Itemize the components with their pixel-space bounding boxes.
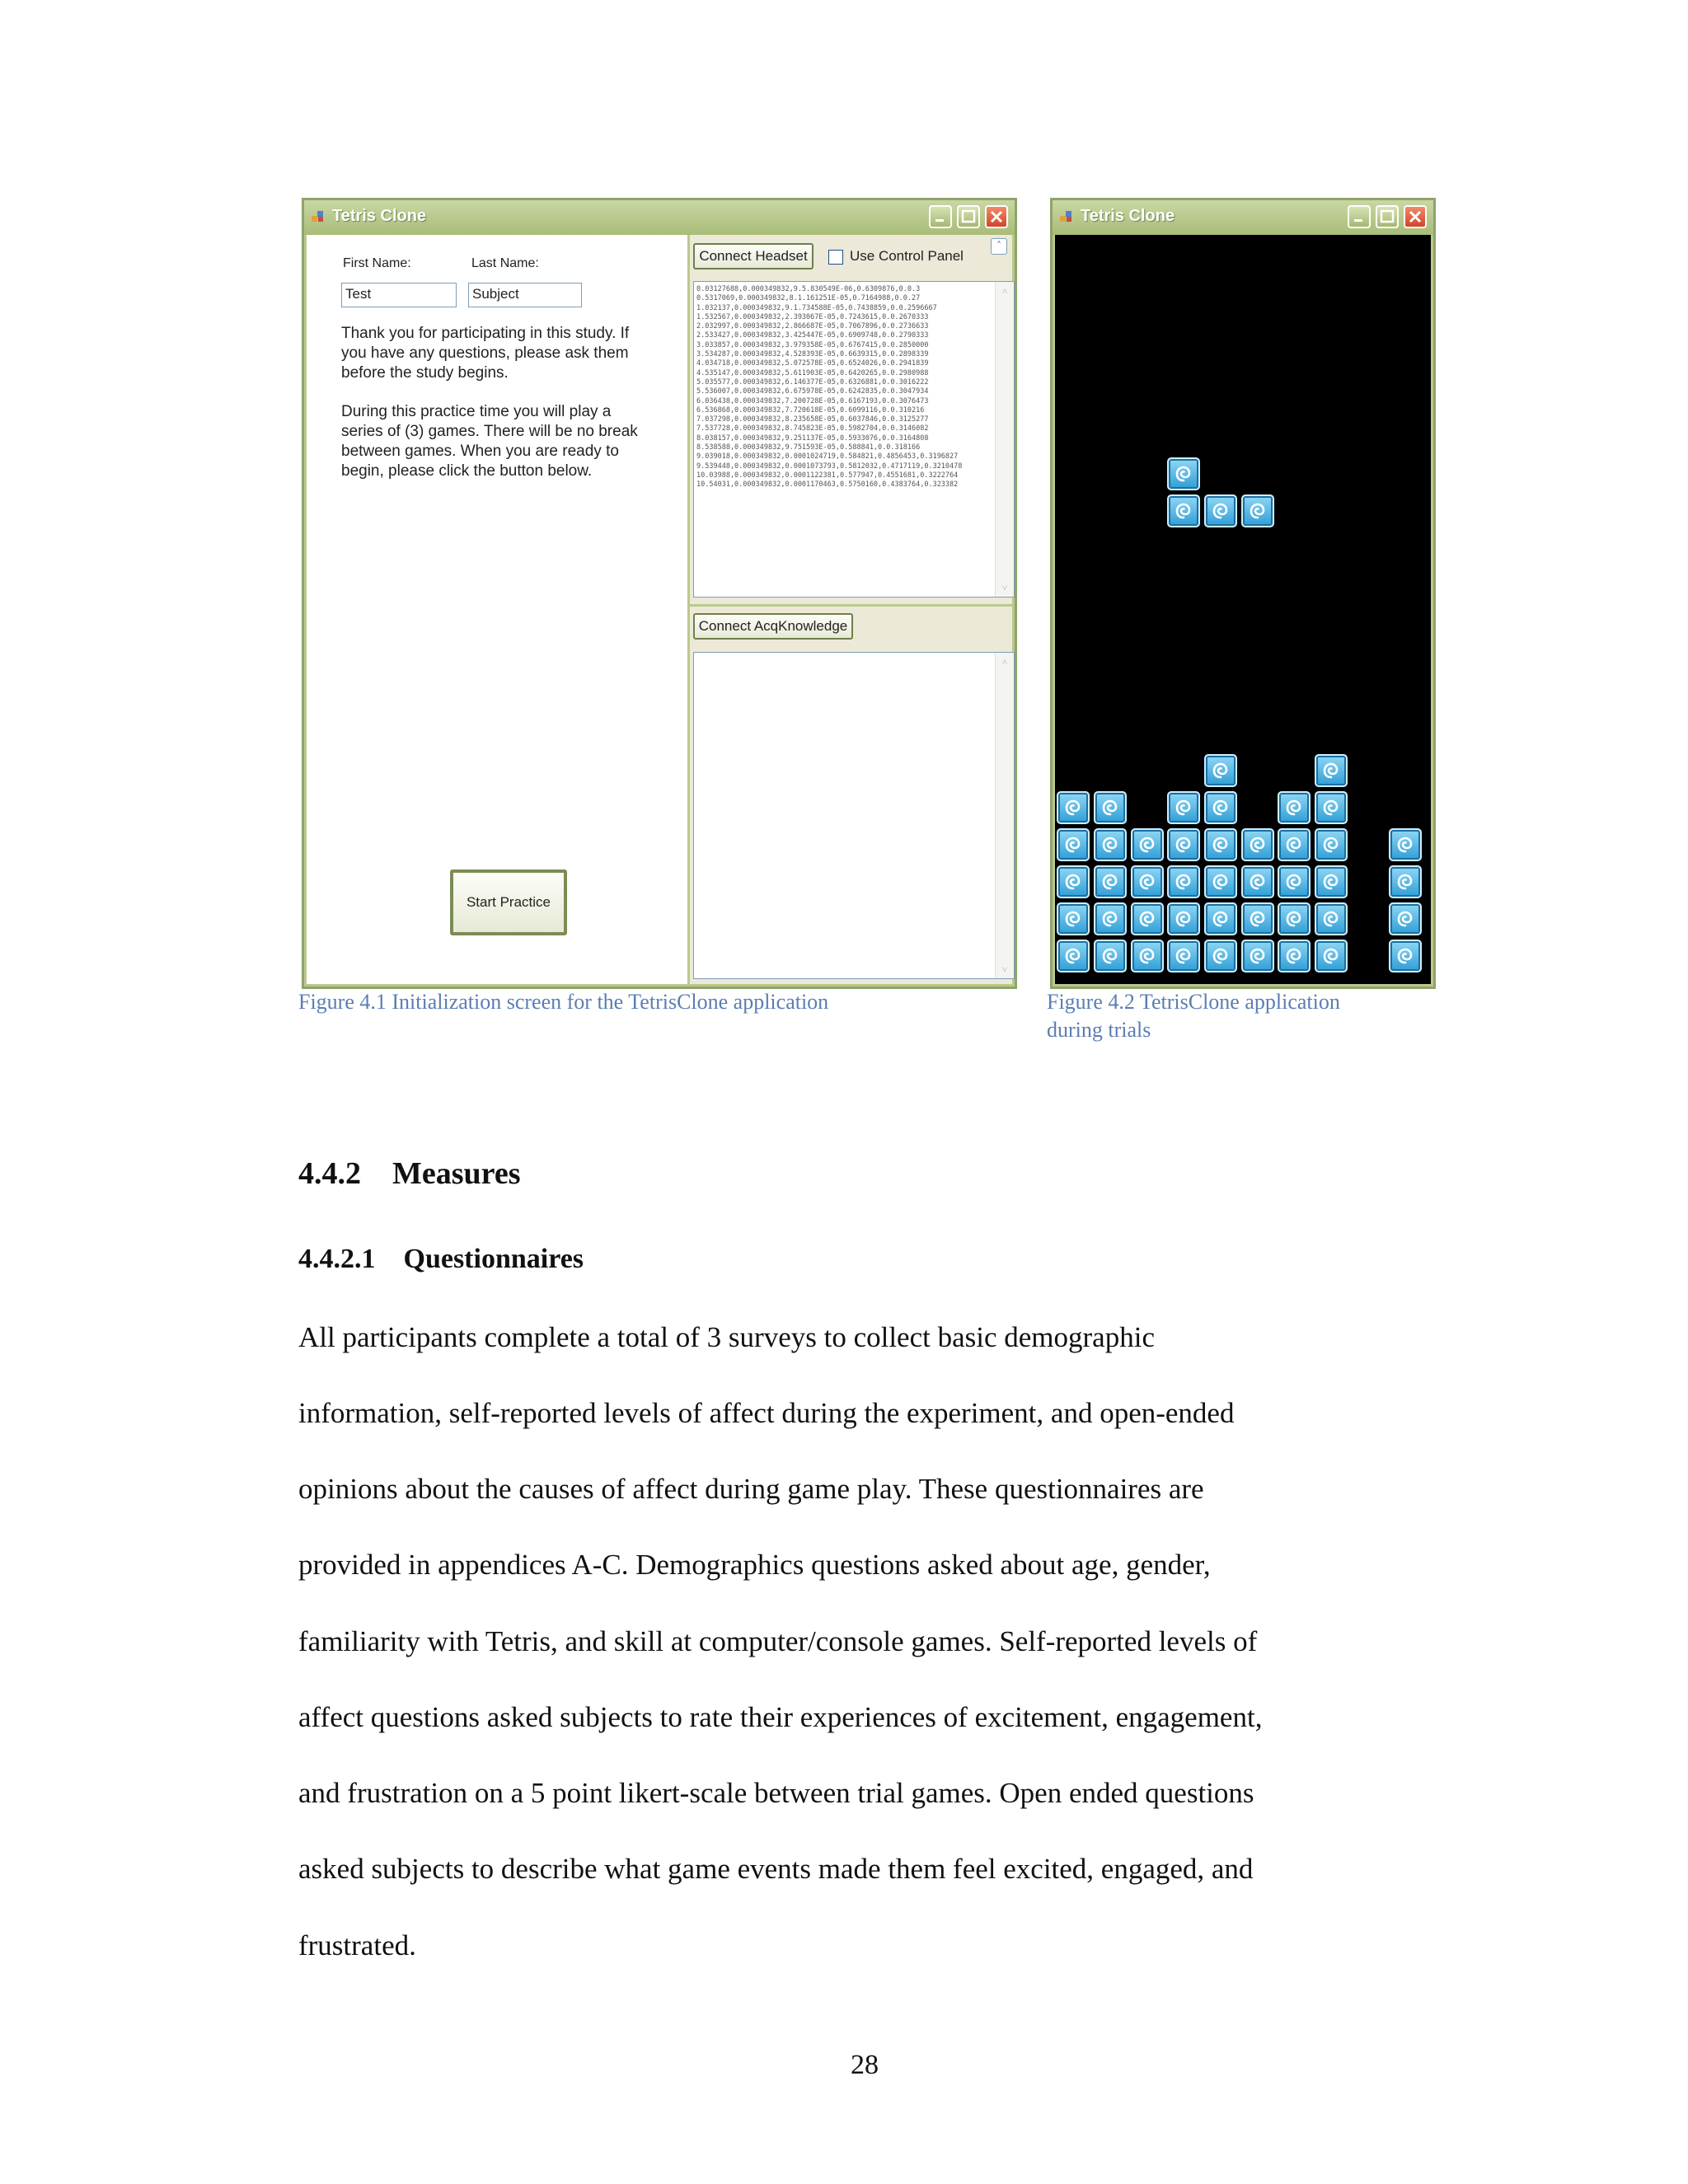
swirl-glyph	[1100, 797, 1121, 818]
intro-line: Thank you for participating in this study. If	[341, 325, 630, 342]
intro-line: before the study begins.	[341, 364, 509, 382]
last-name-label: Last Name:	[471, 256, 539, 270]
minimize-icon	[931, 207, 950, 227]
intro-paragraph	[341, 324, 671, 383]
log-line: 4.535147,0.000349832,5.611903E-05,0.6420265,0.0.2980988	[696, 368, 929, 377]
figure-4-2-caption	[1047, 988, 1340, 1044]
figure-4-1-caption: Figure 4.1 Initialization screen for the TetrisClone application	[298, 990, 829, 1014]
log-line: 10.03988,0.000349832,0.0001122381,0.577947,0.4551681,0.3222764	[696, 471, 959, 480]
swirl-icon	[1094, 828, 1127, 861]
body-line: All participants complete a total of 3 surveys to collect basic demographic	[298, 1321, 1155, 1353]
swirl-glyph	[1247, 945, 1268, 967]
swirl-icon	[1204, 791, 1237, 824]
swirl-icon	[1204, 865, 1237, 898]
title-bar	[304, 200, 1015, 235]
maximize-button[interactable]	[1376, 205, 1399, 228]
swirl-icon	[1241, 865, 1274, 898]
swirl-icon	[1167, 940, 1200, 972]
body-line: opinions about the causes of affect during game play. These questionnaires are	[298, 1473, 1204, 1505]
swirl-icon	[1204, 902, 1237, 935]
swirl-icon	[1204, 494, 1237, 527]
caption-line: during trials	[1047, 1018, 1151, 1042]
subsection-heading: 4.4.2.1 Questionnaires	[298, 1244, 584, 1274]
swirl-glyph	[1173, 871, 1194, 893]
swirl-glyph	[1137, 871, 1158, 893]
swirl-icon	[1167, 865, 1200, 898]
log-line: 9.039018,0.000349832,0.0001024719,0.584821,0.4856453,0.3196827	[696, 452, 959, 462]
swirl-icon	[1389, 902, 1422, 935]
swirl-glyph	[1210, 834, 1231, 855]
swirl-glyph	[1100, 834, 1121, 855]
log-line: 10.54031,0.000349832,0.0001170463,0.5750160,0.4383764,0.323382	[696, 480, 959, 490]
log-line: 2.533427,0.000349832,3.425447E-05,0.6909748,0.0.2790333	[696, 331, 929, 340]
log-line: 5.536007,0.000349832,6.675978E-05,0.6242835,0.0.3047934	[696, 387, 929, 396]
swirl-icon	[1389, 940, 1422, 972]
scroll-up-icon[interactable]: ˄	[1001, 656, 1008, 668]
swirl-glyph	[1283, 797, 1305, 818]
swirl-icon	[1204, 940, 1237, 972]
swirl-icon	[1131, 865, 1164, 898]
swirl-glyph	[1173, 797, 1194, 818]
swirl-glyph	[1173, 463, 1194, 485]
title-bar	[1053, 200, 1433, 235]
instructions-line: During this practice time you will play a	[341, 403, 612, 420]
intro-line: you have any questions, please ask them	[341, 344, 629, 362]
instructions-line: between games. When you are ready to	[341, 443, 619, 460]
swirl-icon	[1278, 828, 1311, 861]
swirl-icon	[1131, 902, 1164, 935]
close-icon	[1405, 207, 1425, 227]
scroll-down-icon[interactable]: ˅	[1001, 582, 1008, 593]
swirl-icon	[1094, 940, 1127, 972]
figure-4-2-window	[1050, 198, 1436, 989]
body-line: affect questions asked subjects to rate their experiences of excitement, engagement,	[298, 1701, 1263, 1733]
window-title: Tetris Clone	[1081, 207, 1175, 225]
close-button[interactable]	[985, 205, 1008, 228]
app-icon	[311, 209, 326, 224]
swirl-icon	[1278, 865, 1311, 898]
log-lines	[694, 282, 1014, 490]
log-line: 9.539448,0.000349832,0.0001073793,0.5812032,0.4717119,0.3210478	[696, 462, 963, 471]
swirl-icon	[1241, 902, 1274, 935]
body-line: information, self-reported levels of affect during the experiment, and open-ended	[298, 1397, 1235, 1429]
swirl-icon	[1315, 754, 1348, 787]
swirl-icon	[1094, 902, 1127, 935]
panel-divider	[690, 604, 1012, 607]
left-panel	[307, 235, 690, 984]
swirl-icon	[1389, 828, 1422, 861]
swirl-glyph	[1283, 834, 1305, 855]
swirl-glyph	[1173, 500, 1194, 522]
minimize-button[interactable]	[1348, 205, 1371, 228]
scroll-down-icon[interactable]: ˅	[1001, 963, 1008, 975]
swirl-glyph	[1395, 908, 1416, 930]
tetris-board	[1055, 235, 1431, 984]
swirl-glyph	[1210, 871, 1231, 893]
figure-4-1-window	[302, 198, 1017, 989]
swirl-glyph	[1210, 797, 1231, 818]
swirl-glyph	[1320, 797, 1342, 818]
close-button[interactable]	[1404, 205, 1427, 228]
swirl-icon	[1057, 940, 1090, 972]
log-line: 7.037298,0.000349832,8.235658E-05,0.6037846,0.0.3125277	[696, 415, 929, 424]
swirl-icon	[1315, 940, 1348, 972]
swirl-glyph	[1283, 908, 1305, 930]
swirl-glyph	[1062, 945, 1084, 967]
swirl-glyph	[1247, 500, 1268, 522]
right-panel	[690, 235, 1012, 984]
swirl-icon	[1241, 940, 1274, 972]
instructions-line: begin, please click the button below.	[341, 462, 593, 480]
swirl-glyph	[1395, 834, 1416, 855]
body-line: asked subjects to describe what game events made them feel excited, engaged, and	[298, 1853, 1254, 1885]
swirl-glyph	[1320, 871, 1342, 893]
swirl-glyph	[1283, 945, 1305, 967]
swirl-glyph	[1320, 760, 1342, 781]
first-name-label: First Name:	[343, 256, 411, 270]
window-client	[307, 235, 1012, 984]
swirl-glyph	[1320, 908, 1342, 930]
swirl-icon	[1131, 940, 1164, 972]
maximize-button[interactable]	[957, 205, 980, 228]
log-line: 2.032997,0.000349832,2.866687E-05,0.7067896,0.0.2736633	[696, 322, 929, 331]
swirl-icon	[1167, 457, 1200, 490]
log-line: 8.538588,0.000349832,9.751593E-05,0.588841,0.0.318166	[696, 443, 921, 452]
swirl-icon	[1057, 791, 1090, 824]
swirl-icon	[1315, 828, 1348, 861]
swirl-glyph	[1062, 908, 1084, 930]
swirl-icon	[1131, 828, 1164, 861]
maximize-icon	[1377, 207, 1397, 227]
scroll-up-icon[interactable]: ˄	[1001, 285, 1008, 297]
headset-log-listbox[interactable]	[693, 281, 1015, 598]
swirl-icon	[1241, 494, 1274, 527]
swirl-icon	[1057, 902, 1090, 935]
swirl-glyph	[1320, 834, 1342, 855]
swirl-glyph	[1247, 834, 1268, 855]
last-name-field[interactable]: Subject	[468, 283, 582, 307]
log-scrollbar[interactable]	[995, 282, 1014, 597]
use-control-panel-checkbox[interactable]	[828, 250, 843, 265]
log-line: 0.03127688,0.000349832,9.5.830549E-06,0.6309876,0.0.3	[696, 285, 921, 293]
swirl-glyph	[1173, 945, 1194, 967]
swirl-icon	[1315, 791, 1348, 824]
minimize-icon	[1349, 207, 1369, 227]
swirl-icon	[1167, 791, 1200, 824]
use-control-panel-label: Use Control Panel	[850, 248, 964, 264]
swirl-glyph	[1062, 834, 1084, 855]
window-title: Tetris Clone	[332, 207, 427, 225]
swirl-icon	[1278, 791, 1311, 824]
log-line: 7.537728,0.000349832,8.745823E-05,0.5982704,0.0.3146082	[696, 424, 929, 434]
swirl-icon	[1057, 865, 1090, 898]
log-line: 1.032137,0.000349832,9.1.734588E-05,0.7438859,0.0.2596667	[696, 303, 937, 312]
swirl-icon	[1315, 902, 1348, 935]
maximize-icon	[959, 207, 978, 227]
caption-line: Figure 4.2 TetrisClone application	[1047, 990, 1340, 1014]
log-line: 3.033857,0.000349832,3.979358E-05,0.6767415,0.0.2850000	[696, 340, 929, 349]
swirl-icon	[1278, 940, 1311, 972]
swirl-icon	[1167, 494, 1200, 527]
body-line: provided in appendices A-C. Demographics questions asked about age, gender,	[298, 1549, 1211, 1581]
swirl-glyph	[1100, 945, 1121, 967]
log-line: 8.038157,0.000349832,9.251137E-05,0.5933076,0.0.3164808	[696, 434, 929, 443]
first-name-field[interactable]: Test	[341, 283, 457, 307]
swirl-glyph	[1210, 760, 1231, 781]
instructions-paragraph	[341, 402, 679, 481]
swirl-glyph	[1173, 908, 1194, 930]
swirl-icon	[1315, 865, 1348, 898]
swirl-icon	[1167, 828, 1200, 861]
swirl-icon	[1204, 828, 1237, 861]
swirl-icon	[1167, 902, 1200, 935]
acq-scrollbar[interactable]	[995, 653, 1014, 978]
log-line: 3.534287,0.000349832,4.528393E-05,0.6639315,0.0.2898339	[696, 350, 929, 359]
swirl-icon	[1389, 865, 1422, 898]
collapse-toggle-icon[interactable]: ˄	[991, 238, 1007, 255]
swirl-icon	[1094, 865, 1127, 898]
swirl-icon	[1278, 902, 1311, 935]
acqknowledge-listbox[interactable]	[693, 652, 1015, 979]
swirl-glyph	[1395, 945, 1416, 967]
swirl-icon	[1204, 754, 1237, 787]
log-line: 0.5317069,0.000349832,8.1.161251E-05,0.7164988,0.0.27	[696, 294, 921, 303]
log-line: 6.536868,0.000349832,7.720618E-05,0.6099116,0.0.310216	[696, 405, 925, 415]
swirl-glyph	[1283, 871, 1305, 893]
swirl-glyph	[1247, 908, 1268, 930]
swirl-glyph	[1062, 871, 1084, 893]
swirl-icon	[1057, 828, 1090, 861]
connect-acqknowledge-button[interactable]: Connect AcqKnowledge	[693, 613, 853, 640]
instructions-line: series of (3) games. There will be no break	[341, 423, 638, 440]
swirl-glyph	[1210, 908, 1231, 930]
swirl-glyph	[1137, 908, 1158, 930]
body-line: and frustration on a 5 point likert-scale between trial games. Open ended questions	[298, 1777, 1254, 1809]
start-practice-button[interactable]: Start Practice	[450, 869, 567, 935]
body-line: familiarity with Tetris, and skill at computer/console games. Self-reported levels of	[298, 1625, 1258, 1657]
app-icon	[1059, 209, 1074, 224]
swirl-glyph	[1100, 908, 1121, 930]
swirl-glyph	[1173, 834, 1194, 855]
swirl-glyph	[1210, 945, 1231, 967]
swirl-glyph	[1247, 871, 1268, 893]
log-line: 1.532567,0.000349832,2.393067E-05,0.7243615,0.0.2670333	[696, 312, 929, 321]
swirl-icon	[1094, 791, 1127, 824]
minimize-button[interactable]	[929, 205, 952, 228]
swirl-icon	[1241, 828, 1274, 861]
body-line: frustrated.	[298, 1929, 416, 1961]
swirl-glyph	[1137, 834, 1158, 855]
swirl-glyph	[1320, 945, 1342, 967]
swirl-glyph	[1210, 500, 1231, 522]
connect-headset-button[interactable]: Connect Headset	[693, 243, 814, 269]
page-number: 28	[851, 2050, 879, 2080]
log-line: 6.036438,0.000349832,7.200728E-05,0.6167193,0.0.3076473	[696, 396, 929, 405]
swirl-glyph	[1395, 871, 1416, 893]
log-line: 5.035577,0.000349832,6.146377E-05,0.6326881,0.0.3016222	[696, 377, 929, 387]
log-line: 4.034718,0.000349832,5.072578E-05,0.6524026,0.0.2941839	[696, 359, 929, 368]
section-heading: 4.4.2 Measures	[298, 1156, 521, 1191]
swirl-glyph	[1062, 797, 1084, 818]
swirl-glyph	[1137, 945, 1158, 967]
swirl-glyph	[1100, 871, 1121, 893]
close-icon	[987, 207, 1006, 227]
